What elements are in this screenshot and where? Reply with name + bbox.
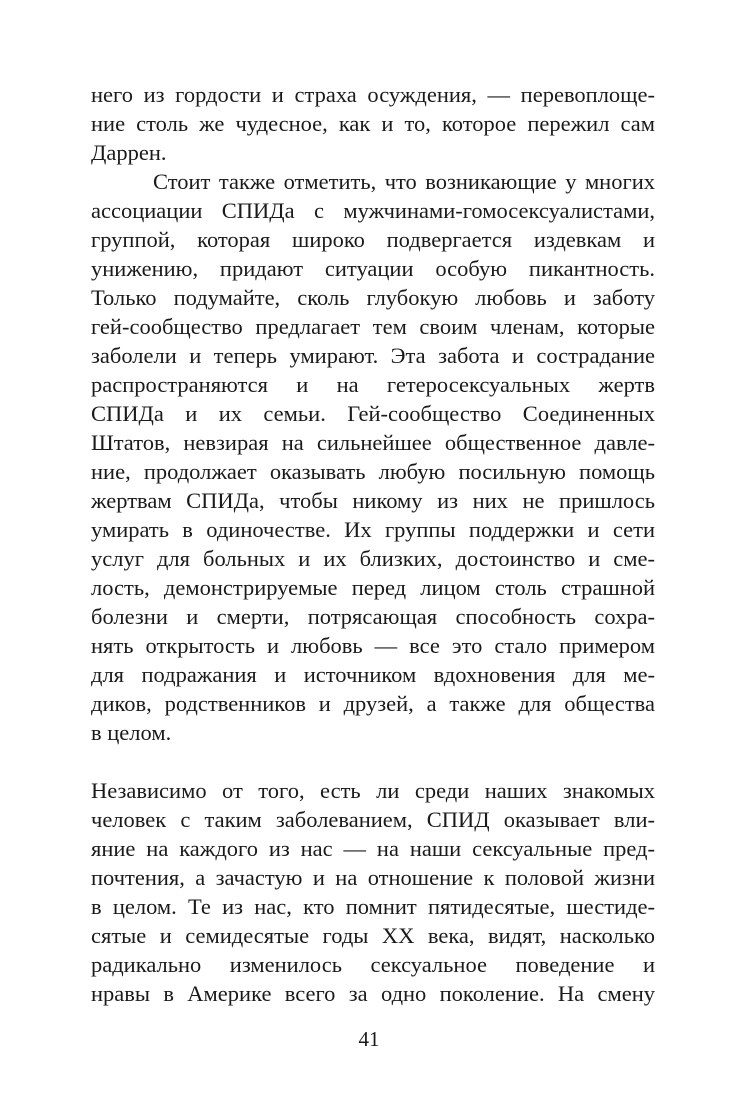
text-line: в целом. xyxy=(91,720,172,745)
text-line: распространяются и на гетеросексуальных жертв xyxy=(91,372,655,397)
text-line: сятые и семидесятые годы XX века, видят, насколько xyxy=(91,923,655,948)
text-line: диков, родственников и друзей, а также для общества xyxy=(91,691,655,716)
text-line: для подражания и источником вдохновения для ме- xyxy=(91,662,655,687)
text-line: умирать в одиночестве. Их группы поддержки и сети xyxy=(91,517,655,542)
text-line: заболели и теперь умирают. Эта забота и сострадание xyxy=(91,343,655,368)
page-body xyxy=(91,80,655,1008)
text-line: радикально изменилось сексуальное поведение и xyxy=(91,952,655,977)
text-line: жертвам СПИДа, чтобы никому из них не пришлось xyxy=(91,488,655,513)
text-line: нять открытость и любовь — все это стало примером xyxy=(91,633,655,658)
text-line: него из гордости и страха осуждения, — перевоплоще- xyxy=(91,82,655,107)
text-line: болезни и смерти, потрясающая способность сохра- xyxy=(91,604,655,629)
paragraph-aids-influence xyxy=(91,776,655,1008)
text-line: яние на каждого из нас — на наши сексуальные пред- xyxy=(91,836,655,861)
paragraph-spacer xyxy=(91,747,655,776)
text-line: ассоциации СПИДа с мужчинами-гомосексуалистами, xyxy=(91,198,655,223)
text-line: Даррен. xyxy=(91,140,167,165)
text-line: унижению, придают ситуации особую пикантность. xyxy=(91,256,655,281)
text-line: услуг для больных и их близких, достоинство и сме- xyxy=(91,546,655,571)
page-number: 41 xyxy=(358,1027,380,1051)
text-line: в целом. Те из нас, кто помнит пятидесятые, шестиде- xyxy=(91,894,655,919)
text-line: почтения, а зачастую и на отношение к половой жизни xyxy=(91,865,655,890)
text-line: группой, которая широко подвергается издевкам и xyxy=(91,227,655,252)
text-line: ние столь же чудесное, как и то, которое пережил сам xyxy=(91,111,655,136)
text-line: гей-сообщество предлагает тем своим членам, которые xyxy=(91,314,655,339)
text-line: ние, продолжает оказывать любую посильную помощь xyxy=(91,459,655,484)
text-line: Стоит также отметить, что возникающие у многих xyxy=(153,169,655,194)
text-line: Штатов, невзирая на сильнейшее общественное давле- xyxy=(91,430,655,455)
paragraph-continuation xyxy=(91,80,655,167)
text-line: нравы в Америке всего за одно поколение. На смену xyxy=(91,981,655,1006)
text-line: СПИДа и их семьи. Гей-сообщество Соединенных xyxy=(91,401,655,426)
text-line: человек с таким заболеванием, СПИД оказывает вли- xyxy=(91,807,655,832)
text-line: лость, демонстрируемые перед лицом столь страшной xyxy=(91,575,655,600)
text-line: Только подумайте, сколь глубокую любовь и заботу xyxy=(91,285,655,310)
paragraph-aids-associations xyxy=(91,167,655,747)
text-line: Независимо от того, есть ли среди наших знакомых xyxy=(91,778,655,803)
